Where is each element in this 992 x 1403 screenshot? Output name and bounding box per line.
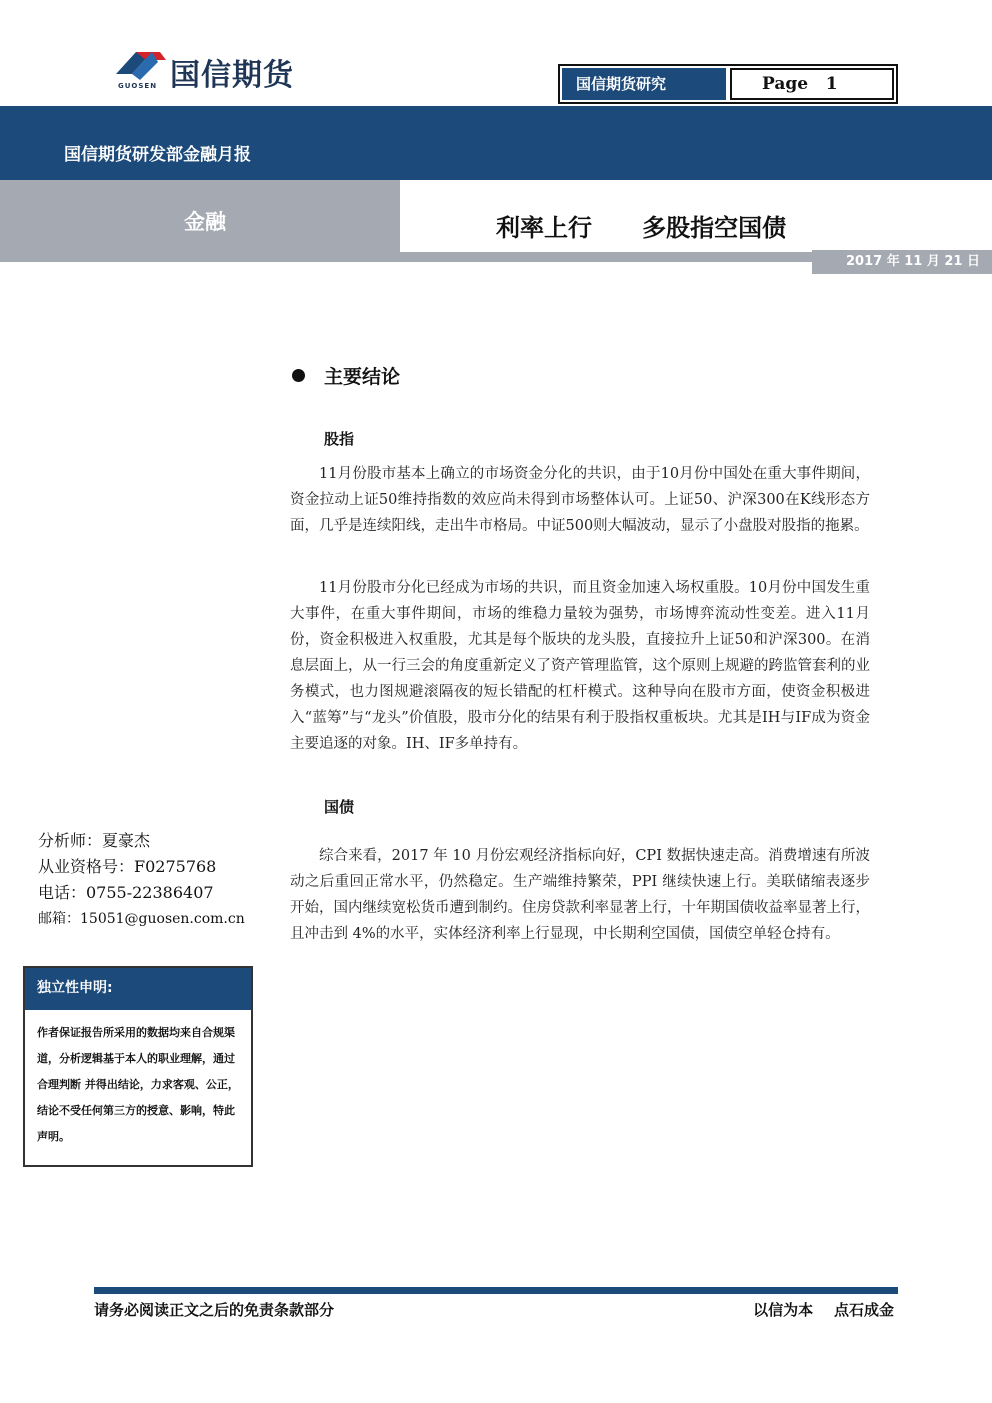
section-heading: 主要结论 xyxy=(324,366,401,388)
bond-heading: 国债 xyxy=(324,798,355,816)
bond-paragraph: 综合来看，2017 年 10 月份宏观经济指标向好，CPI 数据快速走高。消费增速有所波动之后重回正常水平，仍然稳定。生产端维持繁荣，PPI 继续快速上行。美联储缩表逐步开始，国内继续宽松货币遭到制约。住房贷款利率显著上行，十年期国债收益率显著上行，且冲击到 4%的水平，实体经济利率上行显现，中长期利空国债，国债空单轻仓持有。 xyxy=(290,848,870,942)
stock-index-heading: 股指 xyxy=(324,430,355,448)
analyst-info xyxy=(38,828,270,932)
page-number: Page 1 xyxy=(730,68,894,100)
analyst-phone: 电话：0755-22386407 xyxy=(38,883,214,902)
stock-paragraph-2: 11月份股市分化已经成为市场的共识，而且资金加速入场权重股。10月份中国发生重大事件，在重大事件期间，市场的维稳力量较为强势，市场博弈流动性变差。进入11月份，资金积极进入权重股，尤其是每个版块的龙头股，直接拉升上证50和沪深300。在消息层面上，从一行三会的角度重新定义了资产管理监管，这个原则上规避的跨监管套利的业务模式，也力图规避滚隔夜的短长错配的杠杆模式。这种导向在股市方面，使资金积极进入“蓝筹”与“龙头”价值股，股市分化的结果有利于股指权重板块。尤其是IH与IF成为资金主要追逐的对象。IH、IF多单持有。 xyxy=(290,580,870,752)
footer-slogan: 以信为本 点石成金 xyxy=(753,1301,894,1319)
report-date: 2017 年 11 月 21 日 xyxy=(812,250,992,274)
company-logo xyxy=(112,46,352,96)
analyst-email: 邮箱：15051@guosen.com.cn xyxy=(38,911,245,927)
header-box xyxy=(558,64,898,104)
research-label: 国信期货研究 xyxy=(562,68,726,100)
statement-body: 作者保证报告所采用的数据均来自合规渠道，分析逻辑基于本人的职业理解，通过合理判断 并得出结论，力求客观、公正，结论不受任何第三方的授意、影响，特此声明。 xyxy=(37,1026,239,1143)
logo-subtext: GUOSEN xyxy=(118,82,158,90)
footer-disclaimer-note: 请务必阅读正文之后的免责条款部分 xyxy=(94,1301,335,1319)
analyst-name: 分析师：夏豪杰 xyxy=(38,831,151,850)
page-title: 利率上行 多股指空国债 xyxy=(496,214,787,242)
report-series-title: 国信期货研发部金融月报 xyxy=(64,145,251,165)
logo-mark-icon xyxy=(112,46,168,86)
category-label: 金融 xyxy=(184,210,226,234)
category-block xyxy=(0,180,400,252)
report-banner xyxy=(0,106,992,180)
statement-title: 独立性申明: xyxy=(25,968,251,1010)
logo-text: 国信期货 xyxy=(170,58,294,93)
stock-paragraph-1: 11月份股市基本上确立的市场资金分化的共识，由于10月份中国处在重大事件期间，资金拉动上证50维持指数的效应尚未得到市场整体认可。上证50、沪深300在K线形态方面，几乎是连续阳线，走出牛市格局。中证500则大幅波动，显示了小盘股对股指的拖累。 xyxy=(290,466,870,534)
footer-bar xyxy=(94,1287,898,1294)
independence-statement xyxy=(23,966,253,1167)
bullet-icon xyxy=(292,369,305,382)
analyst-license: 从业资格号：F0275768 xyxy=(38,857,217,876)
